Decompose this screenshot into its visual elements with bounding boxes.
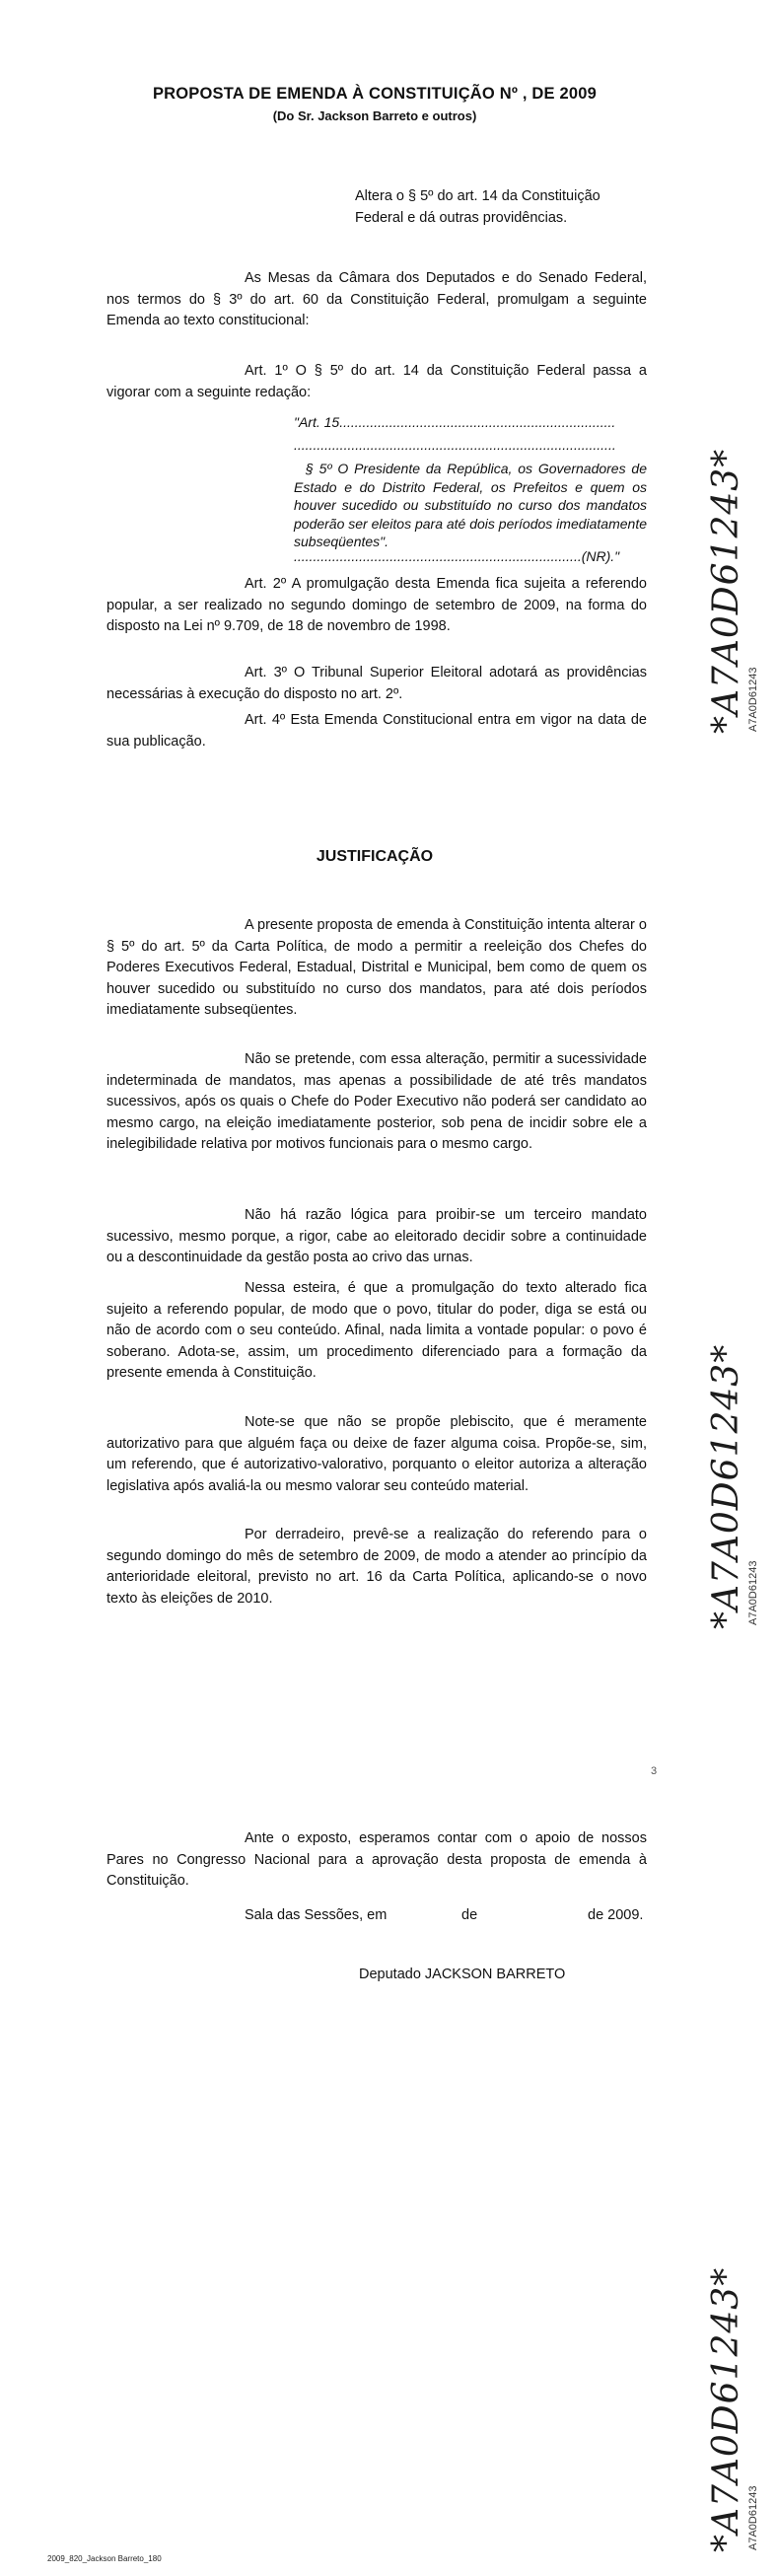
barcode-caption-2: A7A0D61243 xyxy=(747,1560,759,1625)
quote-end: ...........................................................................(NR)." xyxy=(294,548,620,564)
justificacao-heading: JUSTIFICAÇÃO xyxy=(316,848,434,865)
closing-paragraph: Ante o exposto, esperamos contar com o apoio de nossos Pares no Congresso Nacional para a aprovação desta proposta de emenda à Constituição. xyxy=(106,1830,647,1889)
page-number: 3 xyxy=(651,1765,658,1777)
barcode-caption-1: A7A0D61243 xyxy=(747,667,759,732)
justificacao-paragraph: Não há razão lógica para proibir-se um terceiro mandato sucessivo, mesmo porque, a rigor, cabe ao eleitorado decidir sobre a continuidade ou a descontinuidade da gestão posta ao crivo das urnas. xyxy=(106,1207,647,1265)
document-title: PROPOSTA DE EMENDA À CONSTITUIÇÃO Nº , DE 2009 xyxy=(152,85,598,103)
justificacao-paragraph: Não se pretende, com essa alteração, permitir a sucessividade indeterminada de mandatos, mas apenas a possibilidade de até três mandatos sucessivos, após os quais o Chefe do Poder Executivo não poderá ser candidato ao mesmo cargo, na eleição imediatamente posterior, sob pena de incidir sobre ele a inelegibilidade relativa por motivos funcionais para o mesmo cargo. xyxy=(106,1051,647,1152)
article-4: Art. 4º Esta Emenda Constitucional entra em vigor na data de sua publicação. xyxy=(106,712,647,750)
quote-body: § 5º O Presidente da República, os Governadores de Estado e do Distrito Federal, os Prefeitos e quem os houver sucedido ou substituído no curso dos mandatos poderão ser eleitos para até dois períodos imediatamente subseqüentes". xyxy=(294,461,647,549)
article-3: Art. 3º O Tribunal Superior Eleitoral adotará as providências necessárias à execução do disposto no art. 2º. xyxy=(106,665,647,702)
justificacao-paragraph: Por derradeiro, prevê-se a realização do referendo para o segundo domingo do mês de setembro de 2009, de modo a atender ao princípio da anterioridade eleitoral, previsto no art. 16 da Carta Política, aplicando-se o novo texto às eleições de 2010. xyxy=(106,1527,647,1607)
article-1: Art. 1º O § 5º do art. 14 da Constituição Federal passa a vigorar com a seguinte redação: xyxy=(106,363,647,400)
article-2: Art. 2º A promulgação desta Emenda fica sujeita a referendo popular, a ser realizado no segundo domingo de setembro de 2009, na forma do disposto na Lei nº 9.709, de 18 de novembro de 1998. xyxy=(106,576,647,634)
barcode-id-3: *A7A0D61243* xyxy=(706,2266,746,2552)
ementa: Altera o § 5º do art. 14 da Constituição Federal e dá outras providências. xyxy=(355,188,600,226)
document-subtitle: (Do Sr. Jackson Barreto e outros) xyxy=(272,108,477,123)
signature-de: de xyxy=(461,1907,478,1923)
barcode-caption-3: A7A0D61243 xyxy=(747,2485,759,2550)
barcode-id-1: *A7A0D61243* xyxy=(706,448,746,734)
justificacao-paragraph: A presente proposta de emenda à Constituição intenta alterar o § 5º do art. 5º da Carta Política, de modo a permitir a reeleição dos Chefes do Poderes Executivos Federal, Estadual, Distrital e Municipal, bem como de quem os houver sucedido ou substituído no curso dos mandatos, para até dois períodos imediatamente subseqüentes. xyxy=(106,917,647,1018)
footer-file-id: 2009_820_Jackson Barreto_180 xyxy=(47,2554,162,2563)
quote-head: "Art. 15........................................................................ xyxy=(294,414,616,430)
barcode-id-2: *A7A0D61243* xyxy=(706,1343,746,1629)
preamble: As Mesas da Câmara dos Deputados e do Senado Federal, nos termos do § 3º do art. 60 da Constituição Federal, promulgam a seguinte Emenda ao texto constitucional: xyxy=(106,270,647,328)
deputy-name: Deputado JACKSON BARRETO xyxy=(359,1967,566,1982)
signature-year: de 2009. xyxy=(588,1907,644,1923)
justificacao-paragraph: Nessa esteira, é que a promulgação do texto alterado fica sujeito a referendo popular, de modo que o povo, titular do poder, diga se está ou não de acordo com o seu conteúdo. Afinal, nada limita a vontade popular: o povo é soberano. Adota-se, assim, um procedimento diferenciado para a formação da presente emenda à Constituição. xyxy=(106,1280,647,1381)
quote-dots: .................................................................................... xyxy=(294,437,616,453)
justificacao-paragraph: Note-se que não se propõe plebiscito, que é meramente autorizativo para que alguém faça ou deixe de fazer alguma coisa. Propõe-se, sim, um referendo, que é autorizativo-valorativo, porquanto o eleitor autoriza a alteração legislativa após avaliá-la ou mesmo valorar seu conteúdo material. xyxy=(106,1414,647,1494)
signature-place: Sala das Sessões, em xyxy=(245,1907,388,1923)
